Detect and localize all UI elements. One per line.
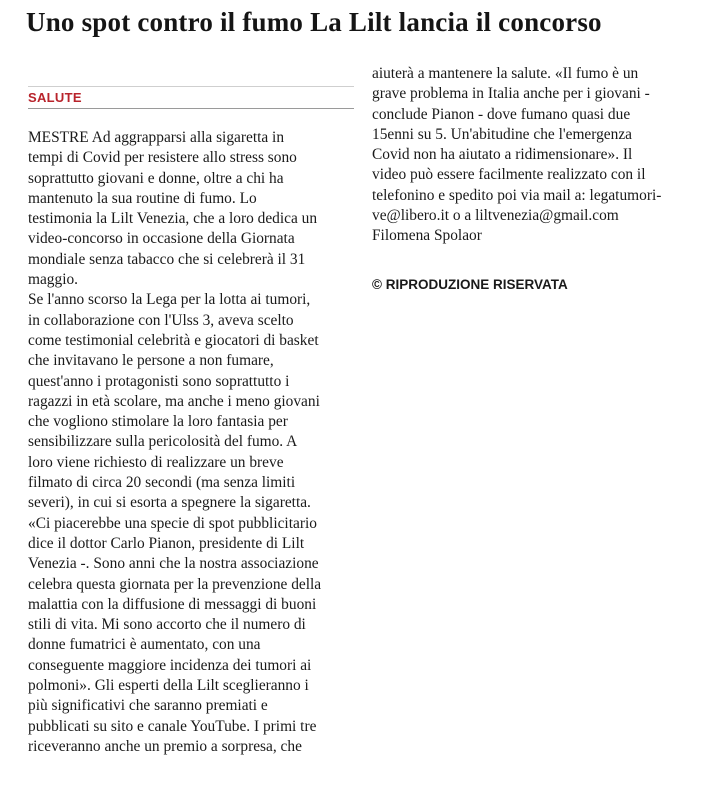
copyright-notice: © RIPRODUZIONE RISERVATA — [372, 277, 568, 292]
body-line: polmoni». Gli esperti della Lilt sceglieranno i — [28, 677, 309, 695]
body-line: stili di vita. Mi sono accorto che il numero di — [28, 616, 306, 634]
section-rule-bottom — [28, 108, 354, 109]
article-column-left — [28, 128, 358, 757]
body-line: testimonia la Lilt Venezia, che a loro dedica un — [28, 210, 318, 228]
body-line: loro viene richiesto di realizzare un breve — [28, 453, 284, 471]
body-line: conclude Pianon - dove fumano quasi due — [372, 105, 631, 123]
body-line: più significativi che saranno premiati e — [28, 697, 268, 715]
body-line: mantenuto la sua routine di fumo. Lo — [28, 189, 257, 207]
body-line: video può essere facilmente realizzato con il — [372, 166, 646, 184]
author-byline: Filomena Spolaor — [372, 227, 482, 245]
body-line: filmato di circa 20 secondi (ma senza limiti — [28, 474, 296, 492]
body-line: malattia con la diffusione di messaggi di buoni — [28, 595, 317, 613]
body-line: video-concorso in occasione della Giornata — [28, 230, 295, 248]
body-line: ve@libero.it o a liltvenezia@gmail.com — [372, 207, 619, 225]
body-line: in collaborazione con l'Ulss 3, aveva scelto — [28, 311, 294, 329]
body-line: soprattutto giovani e donne, oltre a chi ha — [28, 169, 284, 187]
body-line: Covid non ha aiutato a ridimensionare». Il — [372, 146, 633, 164]
body-line: tempi di Covid per resistere allo stress sono — [28, 149, 297, 167]
body-line: che invitavano le persone a non fumare, — [28, 352, 274, 370]
article-column-right — [372, 64, 708, 247]
body-line: come testimonial celebrità e giocatori di basket — [28, 331, 319, 349]
body-line: che vogliono stimolare la loro fantasia per — [28, 413, 288, 431]
section-header — [28, 86, 354, 109]
body-line: Venezia -. Sono anni che la nostra associazione — [28, 555, 319, 573]
body-line: mondiale senza tabacco che si celebrerà il 31 — [28, 250, 306, 268]
body-line: quest'anno i protagonisti sono soprattutto i — [28, 372, 290, 390]
section-label: SALUTE — [28, 90, 82, 105]
article-headline: Uno spot contro il fumo La Lilt lancia il concorso — [26, 7, 602, 37]
body-line: Se l'anno scorso la Lega per la lotta ai tumori, — [28, 291, 311, 309]
body-line: ragazzi in età scolare, ma anche i meno giovani — [28, 392, 320, 410]
body-line: MESTRE Ad aggrapparsi alla sigaretta in — [28, 129, 285, 146]
body-line: maggio. — [28, 271, 79, 289]
body-line: celebra questa giornata per la prevenzione della — [28, 575, 322, 593]
body-line: telefonino e spedito poi via mail a: legatumori- — [372, 186, 662, 204]
body-line: riceveranno anche un premio a sorpresa, che — [28, 737, 302, 755]
body-line: «Ci piacerebbe una specie di spot pubblicitario — [28, 514, 317, 532]
body-line: sensibilizzare sulla pericolosità del fumo. A — [28, 433, 298, 451]
body-line: grave problema in Italia anche per i giovani - — [372, 85, 650, 103]
body-line: pubblicati su sito e canale YouTube. I primi tre — [28, 717, 317, 735]
body-line: donne fumatrici è aumentato, con una — [28, 636, 261, 654]
body-line: severi), in cui si esorta a spegnere la sigaretta. — [28, 494, 311, 512]
body-line: aiuterà a mantenere la salute. «Il fumo è un — [372, 65, 639, 82]
body-line: 15enni su 5. Un'abitudine che l'emergenza — [372, 125, 632, 143]
body-line: conseguente maggiore incidenza dei tumori ai — [28, 656, 312, 674]
body-line: dice il dottor Carlo Pianon, presidente di Lilt — [28, 534, 305, 552]
